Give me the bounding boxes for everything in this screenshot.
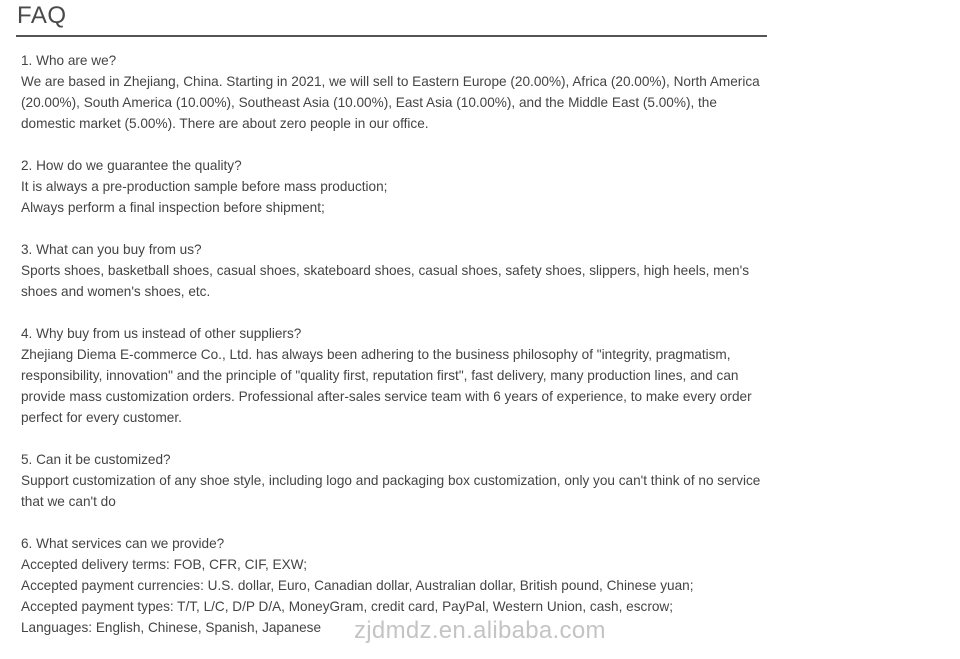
faq-item <box>21 449 766 512</box>
faq-answer-line: We are based in Zhejiang, China. Starting in 2021, we will sell to Eastern Europe (20.00%), Africa (20.00%), North America (20.00%), South America (10.00%), Southeast Asia (10.00%), East Asia (10.00%), and the Middle East (5.00%), the domestic market (5.00%). There are about zero people in our office. <box>21 74 760 131</box>
faq-answer-line: Support customization of any shoe style, including logo and packaging box customization, only you can't think of no service that we can't do <box>21 473 761 509</box>
page-title: FAQ <box>17 2 67 29</box>
faq-question: 6. What services can we provide? <box>21 536 225 551</box>
faq-header <box>16 0 767 37</box>
faq-item <box>21 50 766 134</box>
faq-question: 4. Why buy from us instead of other suppliers? <box>21 326 302 341</box>
faq-item <box>21 239 766 302</box>
faq-question: 1. Who are we? <box>21 53 117 68</box>
faq-answer-line: Accepted payment types: T/T, L/C, D/P D/A, MoneyGram, credit card, PayPal, Western Union, cash, escrow; <box>21 599 674 614</box>
faq-answer-line: Sports shoes, basketball shoes, casual shoes, skateboard shoes, casual shoes, safety shoes, slippers, high heels, men's shoes and women's shoes, etc. <box>21 263 750 299</box>
faq-answer-line: Always perform a final inspection before shipment; <box>21 200 325 215</box>
faq-answer-line: Languages: English, Chinese, Spanish, Japanese <box>21 620 322 635</box>
faq-answer-line: Accepted payment currencies: U.S. dollar, Euro, Canadian dollar, Australian dollar, British pound, Chinese yuan; <box>21 578 694 593</box>
faq-answer-line: It is always a pre-production sample before mass production; <box>21 179 388 194</box>
faq-list <box>21 50 766 659</box>
faq-item <box>21 155 766 218</box>
watermark: zjdmdz.en.alibaba.com <box>354 617 606 644</box>
faq-question: 5. Can it be customized? <box>21 452 171 467</box>
faq-answer-line: Accepted delivery terms: FOB, CFR, CIF, EXW; <box>21 557 308 572</box>
faq-question: 3. What can you buy from us? <box>21 242 202 257</box>
faq-item <box>21 323 766 428</box>
faq-question: 2. How do we guarantee the quality? <box>21 158 242 173</box>
faq-answer-line: Zhejiang Diema E-commerce Co., Ltd. has always been adhering to the business philosophy of "integrity, pragmatism, responsibility, innovation" and the principle of "quality first, reputation first", fast delivery, many production lines, and can provide mass customization orders. Professional after-sales service team with 6 years of experience, to make every order perfect for every customer. <box>21 347 752 425</box>
